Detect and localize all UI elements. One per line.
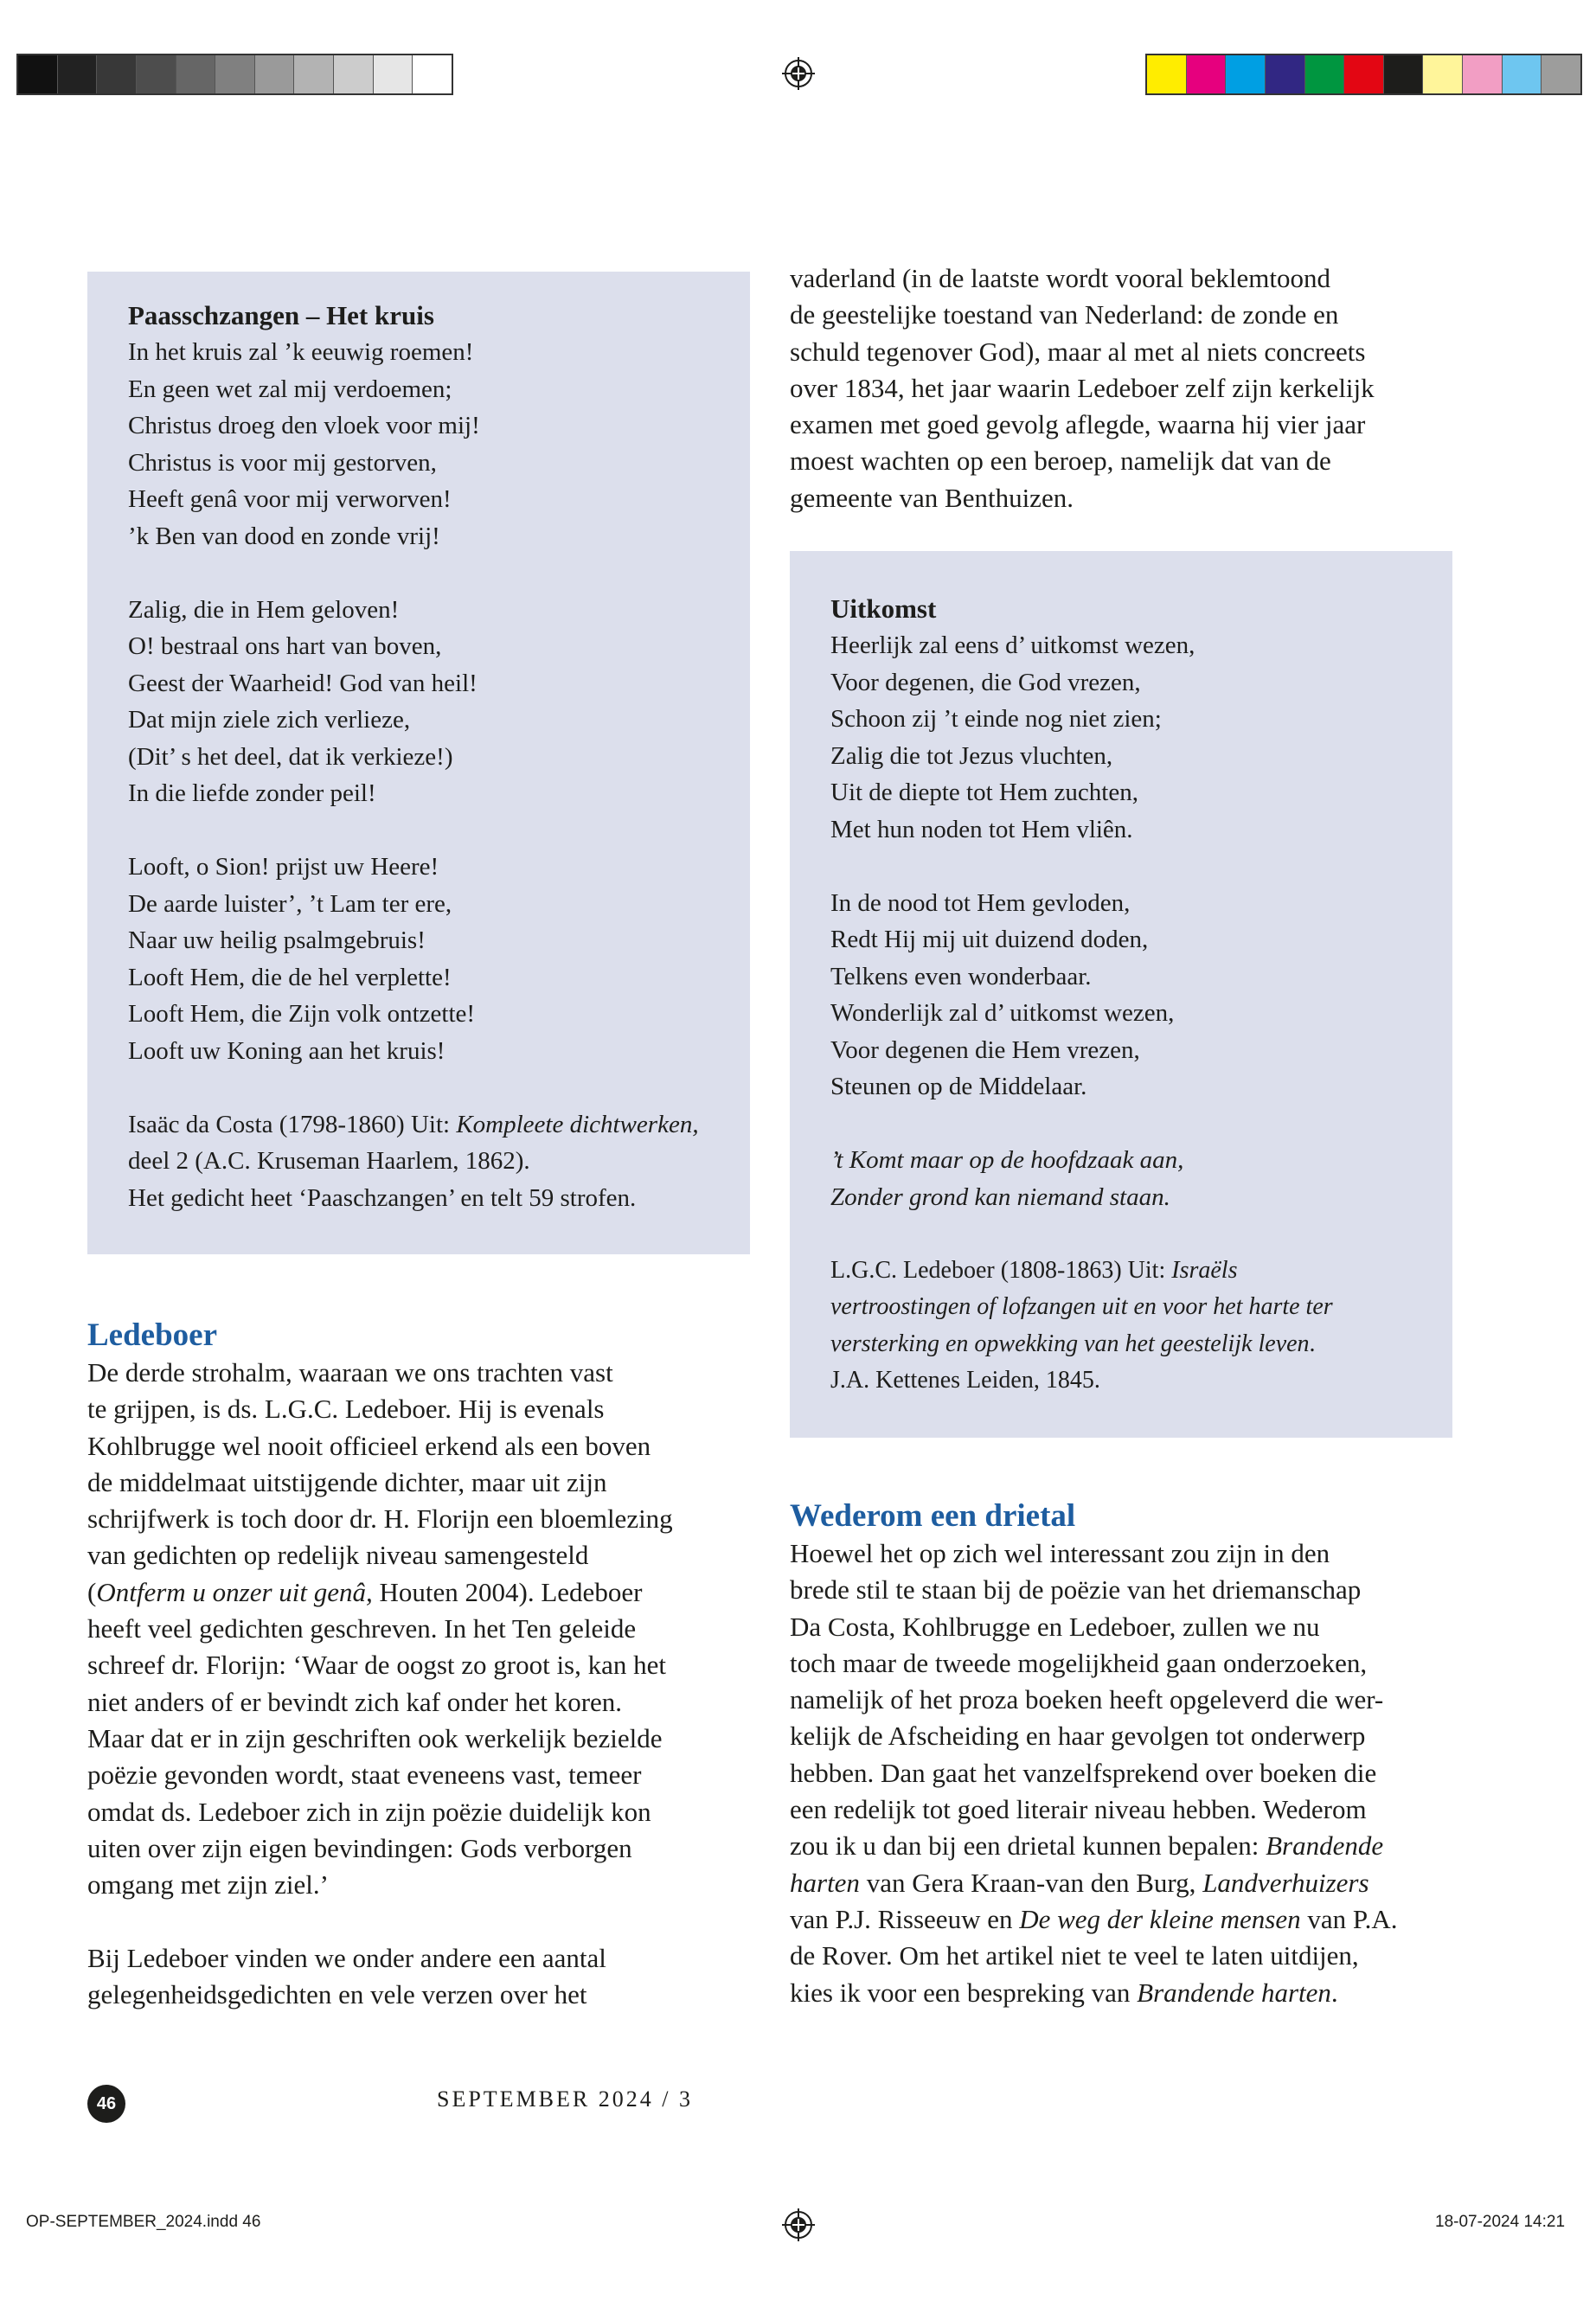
color-swatch [1383, 55, 1423, 93]
text-line: gemeente van Benthuizen. [790, 482, 1074, 513]
poem-stanza [830, 627, 1452, 848]
poem-line: (Dit’ s het deel, dat ik verkieze!) [128, 742, 453, 771]
book-title: Ontferm u onzer uit genâ, [96, 1576, 373, 1607]
color-swatch [176, 55, 215, 93]
poem-stanza [128, 592, 750, 812]
text-span: van Gera Kraan-van den Burg, [859, 1867, 1203, 1898]
registration-mark-icon [782, 57, 815, 90]
text-span: kies ik voor een bespreking van [790, 1977, 1138, 2008]
text-line: Maar dat er in zijn geschriften ook werkelijk bezielde [87, 1722, 663, 1753]
credit-line: J.A. Kettenes Leiden, 1845. [830, 1367, 1100, 1394]
poem-line: Christus droeg den vloek voor mij! [128, 412, 480, 439]
color-swatch [1225, 55, 1265, 93]
poem-line: In de nood tot Hem gevloden, [830, 888, 1131, 917]
poem-couplet [830, 1142, 1452, 1215]
color-swatch [1462, 55, 1502, 93]
poem-line: In die liefde zonder peil! [128, 779, 376, 807]
text-line: te grijpen, is ds. L.G.C. Ledeboer. Hij is evenals [87, 1394, 605, 1425]
process-color-bar [1145, 54, 1582, 95]
poem-line: Schoon zij ’t einde nog niet zien; [830, 705, 1162, 733]
poem-line: Looft, o Sion! prijst uw Heere! [128, 853, 439, 881]
poem-line: In het kruis zal ’k eeuwig roemen! [128, 338, 474, 366]
text-line: omgang met zijn ziel.’ [87, 1869, 329, 1900]
text-line: de geestelijke toestand van Nederland: de zonde en [790, 299, 1339, 330]
poem-line: Wonderlijk zal d’ uitkomst wezen, [830, 999, 1175, 1027]
credit-punctuation: . [1309, 1330, 1316, 1357]
color-swatch [215, 55, 254, 93]
text-line: schuld tegenover God), maar al met al niets concreets [790, 336, 1366, 367]
text-span: zou ik u dan bij een drietal kunnen bepalen: [790, 1830, 1266, 1862]
text-line: poëzie gevonden wordt, staat eveneens vast, temeer [87, 1759, 642, 1791]
color-swatch [373, 55, 413, 93]
poem-stanza [830, 885, 1452, 1106]
text-line: schrijfwerk is toch door dr. H. Florijn een bloemlezing [87, 1503, 673, 1535]
poem-line: Zonder grond kan niemand staan. [830, 1183, 1170, 1211]
text-line [790, 1865, 1398, 1901]
registration-mark-icon [782, 2208, 815, 2241]
color-swatch [1343, 55, 1383, 93]
book-title: harten [790, 1867, 860, 1898]
color-swatch [96, 55, 136, 93]
color-swatch [333, 55, 373, 93]
poem-line: ’k Ben van dood en zonde vrij! [128, 522, 440, 550]
color-swatch [412, 55, 452, 93]
text-line: namelijk of het proza boeken heeft opgeleverd die wer- [790, 1684, 1384, 1715]
section-wederom-een-drietal [790, 1497, 1398, 2011]
poem-line: Looft Hem, die de hel verplette! [128, 963, 452, 991]
text-line: een redelijk tot goed literair niveau hebben. Wederom [790, 1794, 1367, 1825]
book-title: Landverhuizers [1202, 1867, 1369, 1898]
text-line: omdat ds. Ledeboer zich in zijn poëzie duidelijk kon [87, 1796, 651, 1827]
text-span: . [1330, 1977, 1338, 2008]
text-line: Da Costa, Kohlbrugge en Ledeboer, zullen we nu [790, 1611, 1320, 1642]
poem-line: De aarde luister’, ’t Lam ter ere, [128, 889, 452, 918]
poem-line: Naar uw heilig psalmgebruis! [128, 926, 426, 954]
text-line: toch maar de tweede mogelijkheid gaan onderzoeken, [790, 1647, 1368, 1678]
credit-line: deel 2 (A.C. Kruseman Haarlem, 1862). [128, 1147, 530, 1175]
credit-author: Isaäc da Costa (1798-1860) Uit: [128, 1110, 457, 1138]
credit-author: L.G.C. Ledeboer (1808-1863) Uit: [830, 1256, 1172, 1284]
section-heading: Wederom een drietal [790, 1498, 1076, 1534]
poem-line: En geen wet zal mij verdoemen; [128, 375, 452, 403]
text-line: De derde strohalm, waaraan we ons trachten vast [87, 1357, 613, 1388]
poem-line: Voor degenen die Hem vrezen, [830, 1035, 1140, 1064]
poem-title: Uitkomst [830, 593, 937, 624]
text-line: brede stil te staan bij de poëzie van het driemanschap [790, 1574, 1362, 1606]
text-line: hebben. Dan gaat het vanzelfsprekend over boeken die [790, 1757, 1377, 1788]
slug-date-info: 18-07-2024 14:21 [1435, 2213, 1566, 2231]
text-line: uiten over zijn eigen bevindingen: Gods verborgen [87, 1832, 632, 1863]
book-title: Brandende harten [1137, 1977, 1331, 2008]
text-line: niet anders of er bevindt zich kaf onder het koren. [87, 1686, 623, 1717]
color-swatch [1265, 55, 1304, 93]
poem-line: Telkens even wonderbaar. [830, 962, 1092, 990]
text-line: gelegenheidsgedichten en vele verzen over het [87, 1979, 587, 2010]
text-line: de Rover. Om het artikel niet te veel te laten uitdijen, [790, 1940, 1359, 1971]
poem-line: Uit de diepte tot Hem zuchten, [830, 779, 1138, 806]
poem-line: Zalig die tot Jezus vluchten, [830, 741, 1113, 770]
color-swatch [1541, 55, 1580, 93]
poem-line: Voor degenen, die God vrezen, [830, 668, 1141, 696]
book-title: Brandende [1266, 1830, 1384, 1862]
poem-line: Redt Hij mij uit duizend doden, [830, 926, 1149, 953]
text-line [87, 1574, 673, 1611]
text-line: heeft veel gedichten geschreven. In het Ten geleide [87, 1613, 637, 1644]
color-swatch [136, 55, 176, 93]
credit-line: Het gedicht heet ‘Paaschzangen’ en telt 59 strofen. [128, 1183, 637, 1212]
poem-line: Geest der Waarheid! God van heil! [128, 669, 478, 697]
page-number-badge: 46 [87, 2085, 125, 2123]
poem-credit [830, 1253, 1452, 1400]
poem-title: Paasschzangen – Het kruis [128, 300, 434, 330]
poem-line: Zalig, die in Hem geloven! [128, 595, 400, 624]
text-line [790, 1975, 1398, 2011]
text-line: moest wachten op een beroep, namelijk dat van de [790, 445, 1331, 477]
poem-line: Looft uw Koning aan het kruis! [128, 1036, 445, 1065]
color-swatch [254, 55, 294, 93]
poem-line: Christus is voor mij gestorven, [128, 448, 437, 477]
section-ledeboer [87, 1317, 673, 2013]
color-swatch [1502, 55, 1542, 93]
section-heading: Ledeboer [87, 1317, 218, 1353]
color-swatch [18, 55, 57, 93]
issue-label: SEPTEMBER 2024 / 3 [437, 2086, 693, 2112]
poem-line: ’t Komt maar op de hoofdzaak aan, [830, 1146, 1184, 1174]
book-title: De weg der kleine mensen [1019, 1903, 1301, 1934]
color-swatch [293, 55, 333, 93]
color-swatch [1304, 55, 1344, 93]
credit-book-title: versterking en opwekking van het geestelijk leven [830, 1330, 1310, 1357]
text-line [790, 1901, 1398, 1938]
color-swatch [1186, 55, 1226, 93]
poem-line: Heerlijk zal eens d’ uitkomst wezen, [830, 631, 1195, 659]
color-swatch [1147, 55, 1186, 93]
text-line [790, 1828, 1398, 1864]
credit-book-title: vertroostingen of lofzangen uit en voor het harte ter [830, 1293, 1333, 1320]
text-span: van P.J. Risseeuw en [790, 1903, 1020, 1934]
text-line: Kohlbrugge wel nooit officieel erkend als een boven [87, 1430, 651, 1461]
text-line: vaderland (in de laatste wordt vooral beklemtoond [790, 263, 1330, 293]
poem-box-paasschzangen [87, 272, 750, 1254]
text-line: Bij Ledeboer vinden we onder andere een aantal [87, 1942, 606, 1973]
grayscale-color-bar [16, 54, 453, 95]
poem-line: Met hun noden tot Hem vliên. [830, 815, 1133, 843]
text-line: Hoewel het op zich wel interessant zou zijn in den [790, 1538, 1330, 1568]
text-span: ( [87, 1576, 97, 1607]
slug-file-info: OP-SEPTEMBER_2024.indd 46 [26, 2213, 261, 2231]
color-swatch [57, 55, 97, 93]
text-line: de middelmaat uitstijgende dichter, maar uit zijn [87, 1466, 607, 1497]
paragraph-vaderland [790, 260, 1375, 516]
color-swatch [1422, 55, 1462, 93]
credit-book-title: Israëls [1171, 1256, 1238, 1284]
text-line: kelijk de Afscheiding en haar gevolgen tot onderwerp [790, 1721, 1366, 1752]
text-span: van P.A. [1300, 1903, 1398, 1934]
poem-line: Looft Hem, die Zijn volk ontzette! [128, 1000, 476, 1028]
poem-line: Dat mijn ziele zich verlieze, [128, 706, 411, 734]
text-line: over 1834, het jaar waarin Ledeboer zelf zijn kerkelijk [790, 372, 1375, 403]
poem-line: O! bestraal ons hart van boven, [128, 632, 442, 660]
poem-box-uitkomst [790, 551, 1452, 1438]
text-line: schreef dr. Florijn: ‘Waar de oogst zo groot is, kan het [87, 1650, 666, 1681]
text-span: Houten 2004). Ledeboer [372, 1576, 643, 1607]
poem-line: Heeft genâ voor mij verworven! [128, 485, 452, 513]
credit-book-title: Kompleete dichtwerken, [456, 1110, 699, 1138]
poem-stanza [128, 849, 750, 1069]
poem-line: Steunen op de Middelaar. [830, 1073, 1087, 1100]
poem-credit [128, 1106, 750, 1217]
text-line: examen met goed gevolg aflegde, waarna hij vier jaar [790, 409, 1366, 440]
text-line: van gedichten op redelijk niveau samengesteld [87, 1540, 589, 1571]
poem-stanza [128, 334, 750, 554]
